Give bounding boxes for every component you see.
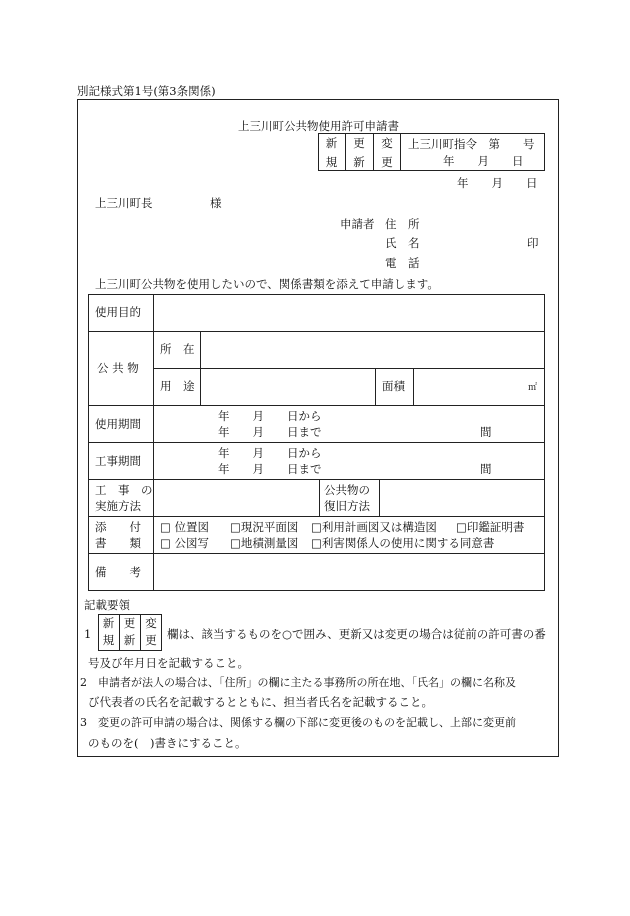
checkbox-icon: □ bbox=[311, 536, 322, 550]
restore-label-1: 公共物の bbox=[324, 483, 370, 497]
doc-checkbox-site-plan[interactable]: □現況平面図 bbox=[230, 520, 299, 534]
checkbox-icon: □ bbox=[230, 536, 241, 550]
attach-label-2: 書 類 bbox=[95, 536, 141, 550]
seal-mark: 印 bbox=[527, 236, 539, 250]
area-label: 面積 bbox=[382, 379, 405, 393]
name-label: 氏 名 bbox=[385, 236, 420, 250]
use-period-from: 年 月 日から bbox=[218, 409, 322, 423]
intro-text: 上三川町公共物を使用したいので、関係書類を添えて申請します。 bbox=[95, 277, 439, 291]
purpose-label: 使用目的 bbox=[95, 305, 141, 319]
note-1-number: 1 bbox=[84, 627, 92, 641]
remarks-label: 備 考 bbox=[95, 565, 141, 579]
checkbox-icon: □ bbox=[160, 536, 171, 550]
note-3-line-1: 3 変更の許可申請の場合は、関係する欄の下部に変更後のものを記載し、上部に変更前 bbox=[80, 716, 516, 729]
addressee: 上三川町長 様 bbox=[95, 196, 222, 210]
type-renew-2: 新 bbox=[353, 155, 365, 169]
use-label: 用 途 bbox=[160, 379, 195, 393]
permit-number: 上三川町指令 第 号 bbox=[408, 137, 535, 151]
permit-date: 年 月 日 bbox=[443, 154, 524, 168]
restore-label-2: 復旧方法 bbox=[324, 499, 370, 513]
doc-checkbox-plan-drawing[interactable]: □利用計画図又は構造図 bbox=[311, 520, 437, 534]
phone-label: 電 話 bbox=[385, 256, 420, 270]
note-2-line-1: 2 申請者が法人の場合は、「住所」の欄に主たる事務所の所在地、「氏名」の欄に名称及 bbox=[80, 676, 516, 689]
applicant-label: 申請者 bbox=[340, 217, 375, 231]
doc-checkbox-survey-map[interactable]: □地積測量図 bbox=[230, 536, 299, 550]
address-label: 住 所 bbox=[385, 217, 420, 231]
type-change-1: 変 bbox=[381, 136, 393, 150]
use-period-to: 年 月 日まで bbox=[218, 425, 322, 439]
method-label-2: 実施方法 bbox=[95, 499, 141, 513]
note-1-continued: 号及び年月日を記載すること。 bbox=[88, 656, 249, 670]
note-1-text: 欄は、該当するものを○で囲み、更新又は変更の場合は従前の許可書の番 bbox=[167, 627, 546, 641]
doc-checkbox-seal-cert[interactable]: □印鑑証明書 bbox=[456, 520, 525, 534]
checkbox-icon: □ bbox=[456, 520, 467, 534]
work-period-label: 工事期間 bbox=[95, 454, 141, 468]
note-3-line-2: のものを( )書きにすること。 bbox=[88, 736, 247, 750]
checkbox-icon: □ bbox=[311, 520, 322, 534]
doc-checkbox-location-map[interactable]: □ 位置図 bbox=[160, 520, 210, 534]
work-period-from: 年 月 日から bbox=[218, 446, 322, 460]
checkbox-icon: □ bbox=[160, 520, 171, 534]
doc-checkbox-cadastral-copy[interactable]: □ 公図写 bbox=[160, 536, 210, 550]
work-period-to: 年 月 日まで bbox=[218, 462, 322, 476]
type-new-1: 新 bbox=[325, 136, 338, 150]
note-2-line-2: び代表者の氏名を記載するとともに、担当者氏名を記載すること。 bbox=[88, 695, 433, 709]
method-label-1: 工 事 の bbox=[95, 483, 153, 497]
use-period-label: 使用期間 bbox=[95, 417, 141, 431]
notes-heading: 記載要領 bbox=[84, 598, 130, 612]
public-object-label: 公 共 物 bbox=[97, 361, 139, 375]
location-label: 所 在 bbox=[160, 342, 195, 356]
form-label: 別記様式第1号(第3条関係) bbox=[77, 84, 216, 98]
use-period-days: 間 bbox=[480, 425, 492, 439]
attach-label-1: 添 付 bbox=[95, 520, 141, 534]
type-new-2: 規 bbox=[325, 155, 338, 169]
work-period-days: 間 bbox=[480, 462, 492, 476]
area-unit: ㎡ bbox=[528, 383, 538, 393]
application-date: 年 月 日 bbox=[457, 176, 538, 190]
type-change-2: 更 bbox=[381, 155, 393, 169]
page-title: 上三川町公共物使用許可申請書 bbox=[238, 119, 399, 133]
type-renew-1: 更 bbox=[353, 136, 365, 150]
checkbox-icon: □ bbox=[230, 520, 241, 534]
doc-checkbox-consent[interactable]: □利害関係人の使用に関する同意書 bbox=[311, 536, 495, 550]
